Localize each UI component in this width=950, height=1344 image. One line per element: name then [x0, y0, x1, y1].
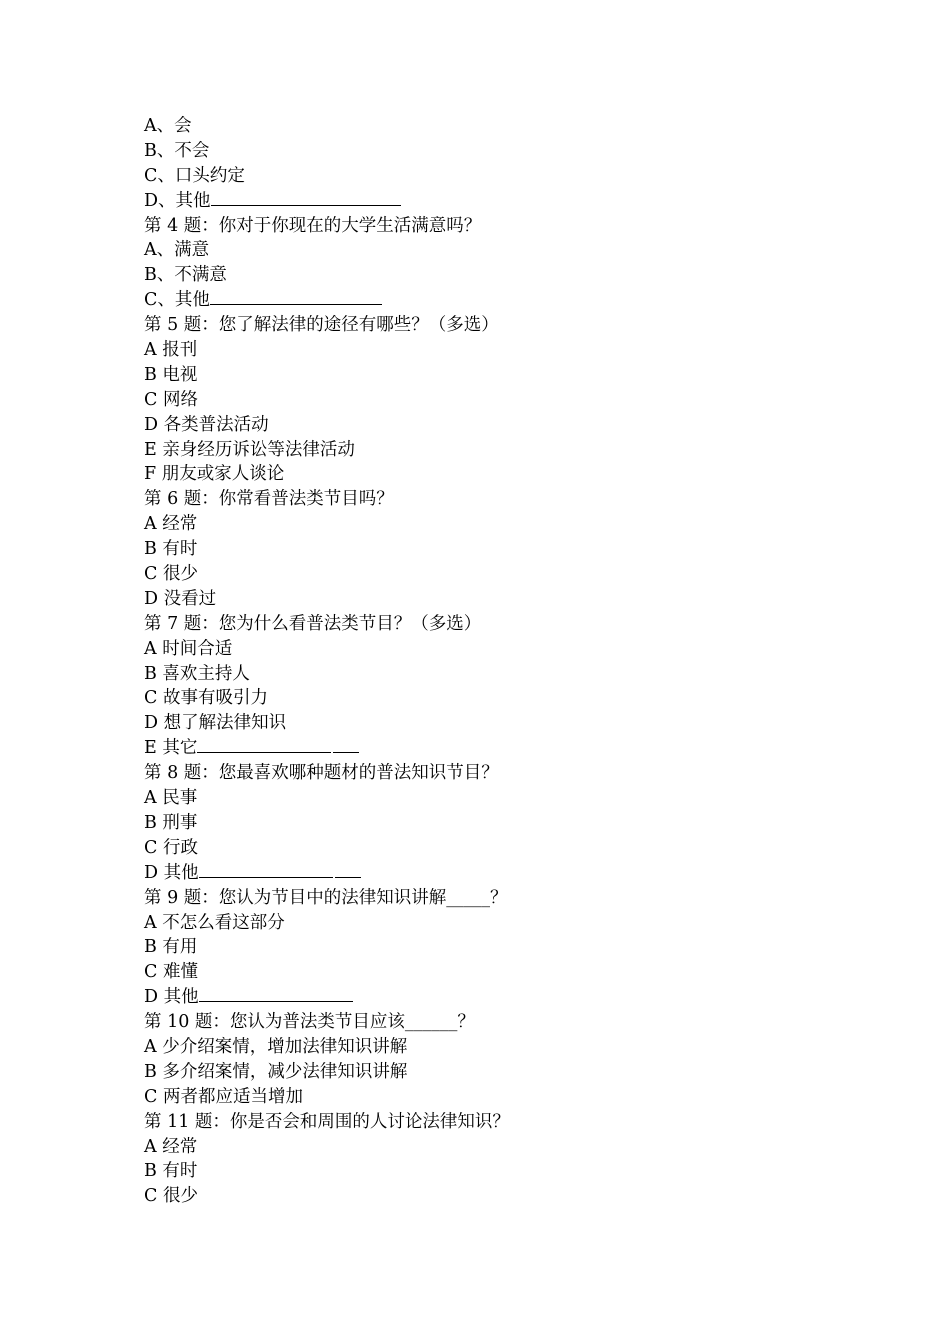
option-line: C 很少	[144, 1186, 198, 1207]
option-line: B、不会	[144, 140, 210, 161]
option-line: B 有时	[144, 1161, 198, 1182]
option-line: B 有用	[144, 937, 198, 958]
option-line: D 各类普法活动	[144, 414, 269, 435]
option-line: A、会	[144, 116, 192, 136]
option-line: C 故事有吸引力	[144, 688, 268, 709]
option-line: C 很少	[144, 564, 198, 585]
fill-in-blank[interactable]	[211, 191, 401, 206]
fill-in-blank[interactable]	[197, 738, 331, 753]
option-line: D 想了解法律知识	[144, 713, 287, 734]
question-6: 第 6 题：你常看普法类节目吗？	[144, 489, 394, 510]
option-line: B 电视	[144, 364, 198, 385]
fill-in-blank[interactable]	[210, 290, 382, 305]
option-line: A 不怎么看这部分	[144, 912, 285, 933]
option-line: A 时间合适	[144, 638, 233, 659]
option-line: D 其他	[144, 861, 844, 886]
option-line: D 没看过	[144, 588, 217, 609]
option-line: D 其他	[144, 985, 844, 1010]
option-line: A 少介绍案情，增加法律知识讲解	[144, 1036, 408, 1057]
option-line: E 其它	[144, 736, 844, 761]
option-line: F 朋友或家人谈论	[144, 464, 285, 485]
option-line: C 难懂	[144, 962, 198, 983]
option-line: B 刑事	[144, 812, 198, 833]
option-line: E 亲身经历诉讼等法律活动	[144, 439, 355, 460]
option-line: C 两者都应适当增加	[144, 1086, 303, 1107]
option-line: C 网络	[144, 389, 198, 410]
option-line: D、其他	[144, 189, 844, 214]
option-line: C、口头约定	[144, 165, 245, 186]
question-10: 第 10 题：您认为普法类节目应该______？	[144, 1012, 475, 1033]
question-11: 第 11 题：你是否会和周围的人讨论法律知识？	[144, 1111, 510, 1132]
question-4: 第 4 题：你对于你现在的大学生活满意吗？	[144, 215, 482, 236]
option-line: C 行政	[144, 837, 198, 858]
option-line: B 喜欢主持人	[144, 663, 250, 684]
option-line: A 民事	[144, 788, 198, 809]
question-8: 第 8 题：您最喜欢哪种题材的普法知识节目？	[144, 763, 499, 784]
fill-in-blank[interactable]	[199, 863, 333, 878]
question-5: 第 5 题：您了解法律的途径有哪些？（多选）	[144, 315, 499, 336]
question-9: 第 9 题：您认为节目中的法律知识讲解_____？	[144, 887, 508, 908]
option-line: A、满意	[144, 240, 210, 261]
fill-in-blank[interactable]	[335, 863, 361, 878]
option-line: B 多介绍案情，减少法律知识讲解	[144, 1061, 408, 1082]
option-line: A 报刊	[144, 340, 198, 361]
fill-in-blank[interactable]	[199, 987, 353, 1002]
option-line: A 经常	[144, 1136, 198, 1157]
option-line: A 经常	[144, 514, 198, 535]
option-line: B 有时	[144, 539, 198, 560]
questionnaire-content	[144, 114, 844, 1209]
option-line: C、其他	[144, 288, 844, 313]
fill-in-blank[interactable]	[333, 738, 359, 753]
option-line: B、不满意	[144, 265, 227, 286]
question-7: 第 7 题：您为什么看普法类节目？（多选）	[144, 613, 482, 634]
